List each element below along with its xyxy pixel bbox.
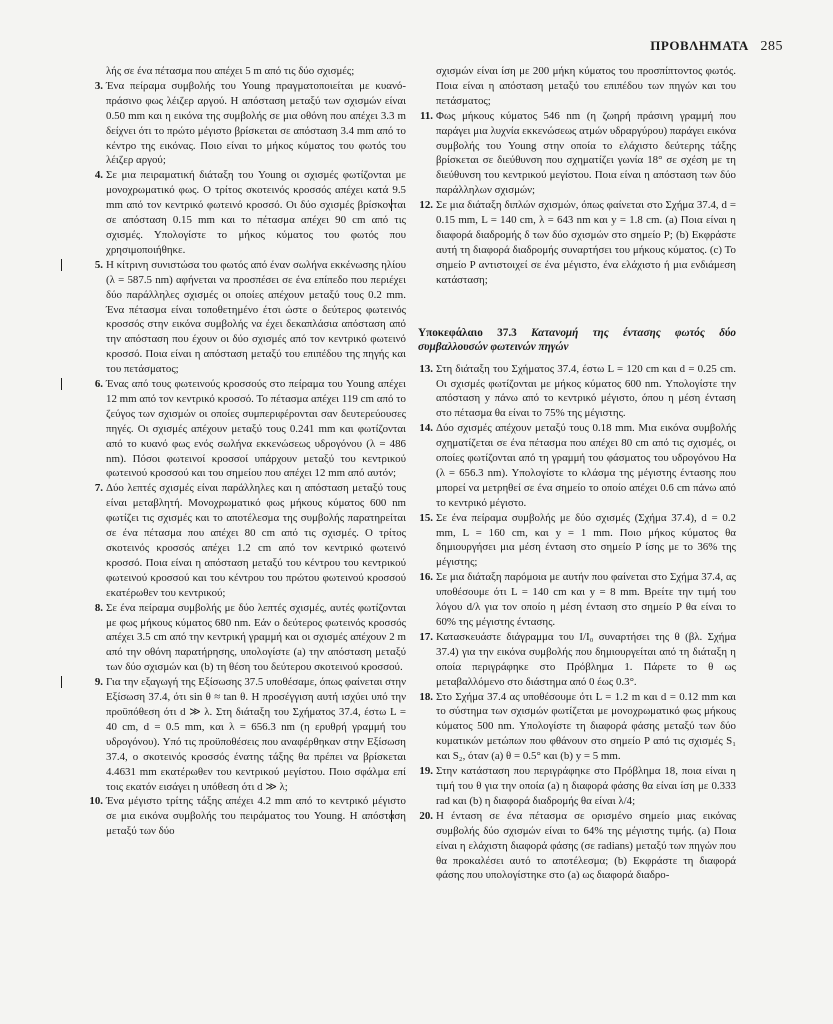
problem-number: 12. <box>419 199 433 212</box>
problem-text: Ένας από τους φωτεινούς κροσσούς στο πείραμα του Young απέχει 12 mm από τον κεντρικό κροσσό. Το πέτασμα απέχει 119 cm από το ζεύγος των σχισμών οι οποίες συμπεριφέρονται σαν δευτερεύουσες πηγές. Οι σχισμές απέχουν μεταξύ τους 0.241 mm και φωτίζονται από το κυανό φως ενός σωλήνα εκκενώσεως υδρογόνου (λ = 486 nm). Πόσοι φωτεινοί κροσσοί υπάρχουν μεταξύ του κεντρικού φωτεινού κροσσού και του σημείου που απέχει 12 mm από αυτόν; <box>106 378 406 480</box>
margin-mark <box>61 259 65 271</box>
problem-list <box>88 79 406 839</box>
problem-text: Η κίτρινη συνιστώσα του φωτός από έναν σωλήνα εκκένωσης ηλίου (λ = 587.5 nm) αφήνεται να προσπέσει σε ένα επίπεδο που περιέχει δύο παράλληλες σχισμές οι οποίες απέχουν μεταξύ τους 0.2 mm. Ένα πέτασμα είναι τοποθετημένο έτσι ώστε ο δεύτερος φωτεινός κροσσός στην εικόνα συμβολής να έχει δεκαπλάσια απόσταση από την απόσταση που έχουν οι δύο σχισμές από τον κεντρικό φωτεινό κροσσό. Ποια είναι η απόσταση μεταξύ του επιπέδου της πηγής και του πετάσματος; <box>106 258 406 376</box>
continued-text: σχισμών είναι ίση με 200 μήκη κύματος του προσπίπτοντος φωτός. Ποια είναι η απόσταση μεταξύ του επιπέδου των πηγών και του πετάσματος; <box>436 65 736 107</box>
problem-item <box>418 198 736 287</box>
problem-item <box>418 421 736 510</box>
problem-item <box>418 362 736 422</box>
problem-item <box>88 258 406 377</box>
section-heading <box>418 326 736 354</box>
problem-text: Σε ένα πείραμα συμβολής με δύο σχισμές (Σχήμα 37.4), d = 0.2 mm, L = 160 cm, και y = 1 mm. Ποιο μήκος κύματος θα δημιουργήσει μια μέση ένταση στο σημείο P ίσης με το 36% της μέγιστης; <box>436 511 736 569</box>
problem-text: Ένα μέγιστο τρίτης τάξης απέχει 4.2 mm από το κεντρικό μέγιστο σε μια εικόνα συμβολής του πειράματος του Young. Η απόσταση μεταξύ των δύο <box>106 795 406 838</box>
problem-item <box>418 690 736 765</box>
problem-item <box>88 794 406 839</box>
problem-text: Φως μήκους κύματος 546 nm (η ζωηρή πράσινη γραμμή που παράγει μια λυχνία εκκενώσεως ατμών υδραργύρου) παράγει εικόνα συμβολής του Young στην οποία το ελάχιστο δεύτερης τάξης βρίσκεται σε διεύθυνση που σχηματίζει γωνία 18° σε σχέση με τη διεύθυνση του κεντρικού μεγίστου. Ποια είναι η απόσταση των δύο παράλληλων σχισμών; <box>436 109 736 197</box>
problem-number: 18. <box>419 690 433 703</box>
running-title: ΠΡΟΒΛΗΜΑΤΑ <box>650 38 749 53</box>
problem-number: 19. <box>419 765 433 778</box>
problem-item <box>418 109 736 198</box>
problem-text: Στη διάταξη του Σχήματος 37.4, έστω L = 120 cm και d = 0.25 cm. Οι σχισμές φωτίζονται με μήκος κύματος 600 nm. Υπολογίστε την απόσταση y πάνω από το κεντρικό μέγιστο, όπου η μέση ένταση στο πέτασμα θα είναι το 75% της μέγιστης. <box>436 362 736 420</box>
problem-text: Για την εξαγωγή της Εξίσωσης 37.5 υποθέσαμε, όπως φαίνεται στην Εξίσωση 37.4, ότι sin θ ≈ tan θ. Η προσέγγιση αυτή ισχύει υπό την προϋπόθεση ότι d ≫ λ. Στη διάταξη του Σχήματος 37.4, έστω L = 40 cm, d = 0.5 mm, και λ = 656.3 nm (η ερυθρή γραμμή του υδρογόνου). Υπό τις προϋποθέσεις που αναφέρθηκαν στην Εξίσωση 37.4, ο σκοτεινός κροσσός ένατης τάξης θα πρέπει να βρίσκεται 4.4631 mm εκατέρωθεν του κεντρικού μεγίστου. Ποιο σφάλμα επί τοις εκατόν εισάγει η υπόθεση ότι d ≫ λ; <box>106 676 406 793</box>
margin-mark <box>61 676 65 688</box>
problem-item <box>418 630 736 690</box>
problem-item <box>88 675 406 794</box>
problem-text: Στην κατάσταση που περιγράφηκε στο Πρόβλημα 18, ποια είναι η τιμή του θ για την οποία (a) η διαφορά φάσης θα είναι ίση με 0.333 rad και (b) η διαφορά διαδρομής θα είναι λ/4; <box>436 765 736 807</box>
problem-text: Στο Σχήμα 37.4 ας υποθέσουμε ότι L = 1.2 m και d = 0.12 mm και το σύστημα των σχισμών φωτίζεται με μονοχρωματικό φως μήκους κύματος 500 nm. Υπολογίστε τη διαφορά φάσης μεταξύ των δύο κυματικών μετώπων που φθάνουν στο σημείο P από τις σχισμές S₁ και S₂, όταν (a) θ = 0.5° και (b) y = 5 mm. <box>436 690 736 763</box>
problem-number: 11. <box>419 109 433 122</box>
problem-item <box>418 809 736 884</box>
problem-number: 4. <box>94 169 103 182</box>
problem-number: 6. <box>94 378 103 391</box>
problem-item <box>88 481 406 600</box>
problem-list <box>418 362 736 884</box>
problem-text: Σε ένα πείραμα συμβολής με δύο λεπτές σχισμές, αυτές φωτίζονται με φως μήκους κύματος 680 nm. Εάν ο δεύτερος φωτεινός κροσσός απέχει 3.5 cm από την κεντρική γραμμή και οι σχισμές απέχουν 2 m από την οθόνη παρατήρησης, υπολογίστε (a) την απόσταση μεταξύ των δύο σχισμών και (b) τη θέση του δεύτερου σκοτεινού κροσσού. <box>106 601 406 674</box>
problem-number: 14. <box>419 422 433 435</box>
right-column <box>418 64 736 883</box>
problem-item <box>88 377 406 481</box>
left-column <box>88 64 406 839</box>
problem-number: 17. <box>419 630 433 643</box>
problem-text: Δύο λεπτές σχισμές είναι παράλληλες και η απόσταση μεταξύ τους είναι μεταβλητή. Μονοχρωματικό φως μήκους κύματος 600 nm φωτίζει τις σχισμές και το αποτέλεσμα της συμβολής παρατηρείται σε ένα πέτασμα που απέχει 80 cm από τις σχισμές. Ο τρίτος σκοτεινός κροσσός απέχει 1.2 cm από τον κεντρικό φωτεινό κροσσό. Ποια είναι η απόσταση μεταξύ του κέντρου του κεντρικού φωτεινού κροσσού και του κέντρου του πρώτου φωτεινού κροσσού εκατέρωθεν του κεντρικού; <box>106 482 406 599</box>
problem-text: Σε μια διάταξη διπλών σχισμών, όπως φαίνεται στο Σχήμα 37.4, d = 0.15 mm, L = 140 cm, λ = 643 nm και y = 1.8 cm. (a) Ποια είναι η διαφορά διαδρομής δ των δύο σχισμών στο σημείο P; (b) Εκφράστε αυτή τη διαφορά διαδρομής συναρτήσει του μήκους κύματος. (c) Το σημείο P αντιστοιχεί σε ένα μέγιστο, ένα ελάχιστο ή μια ενδιάμεση κατάσταση; <box>436 199 736 286</box>
problem-text: Κατασκευάστε διάγραμμα του I/I₀ συναρτήσει της θ (βλ. Σχήμα 37.4) για την εικόνα συμβολής που δημιουργείται από τη διάταξη η οποία περιγράφηκε στο Πρόβλημα 1. Πάρετε το θ ως μεταβαλλόμενο στο διάστημα από 0 έως 0.3°. <box>436 630 736 688</box>
problem-item <box>418 764 736 809</box>
problem-number: 20. <box>419 809 433 822</box>
problem-text: Σε μια πειραματική διάταξη του Young οι σχισμές φωτίζονται με μονοχρωματικό φως. Ο τρίτος σκοτεινός κροσσός απέχει κατά 9.5 mm από τον κεντρικό φωτεινό κροσσό. Οι δύο σχισμές βρίσκονται σε απόσταση 0.15 mm και το πέτασμα απέχει 90 cm από τις σχισμές. Υπολογίστε το μήκος κύματος του φωτός που χρησιμοποιήθηκε. <box>106 169 406 256</box>
problem-number: 10. <box>89 795 103 808</box>
problem-number: 7. <box>94 482 103 495</box>
problem-text: Δύο σχισμές απέχουν μεταξύ τους 0.18 mm. Μια εικόνα συμβολής σχηματίζεται σε ένα πέτασμα που απέχει 80 cm από τις σχισμές, οι οποίες φωτίζονται από τη γραμμή του φάσματος του υδρογόνου Hα (λ = 656.3 nm). Υπολογίστε το κλάσμα της μέγιστης έντασης που μπορεί να μετρηθεί σε ένα σημείο το οποίο απέχει 0.6 cm πάνω από το κεντρικό μέγιστο. <box>436 422 736 509</box>
problem-number: 5. <box>94 258 103 271</box>
section-label: Υποκεφάλαιο 37.3 <box>418 326 517 339</box>
page-header <box>650 38 783 55</box>
problem-number: 3. <box>94 79 103 92</box>
problem-number: 15. <box>419 511 433 524</box>
problem-number: 9. <box>94 676 103 689</box>
section-title-text: Κατανομή της έντασης φωτός δύο συμβαλλουσών φωτεινών πηγών <box>418 326 736 353</box>
problem-item <box>88 168 406 257</box>
problem-list <box>418 109 736 288</box>
problem-text: Σε μια διάταξη παρόμοια με αυτήν που φαίνεται στο Σχήμα 37.4, ας υποθέσουμε ότι L = 140 cm και y = 8 mm. Βρείτε την τιμή του λόγου d/λ για τον οποίο η μέση ένταση στο σημείο P θα είναι το 60% της μέγιστης έντασης. <box>436 571 736 628</box>
problem-item <box>418 511 736 571</box>
page-number: 285 <box>760 39 783 54</box>
problem-item <box>88 601 406 676</box>
margin-mark <box>391 199 395 211</box>
problem-number: 13. <box>419 362 433 375</box>
problem-text: Ένα πείραμα συμβολής του Young πραγματοποιείται με κυανό-πράσινο φως λέιζερ αργού. Η απόσταση μεταξύ των σχισμών είναι 0.50 mm και η εικόνα της συμβολής σε μια οθόνη που απέχει 3.3 m δείχνει ότι το πρώτο μέγιστο βρίσκεται σε απόσταση 3.4 mm από το κέντρο της εικόνας. Ποιο είναι το μήκος κύματος του φωτός του λέιζερ αργού; <box>106 79 406 167</box>
margin-mark <box>391 810 395 822</box>
problem-item <box>88 79 406 168</box>
margin-mark <box>61 378 65 390</box>
problem-item <box>418 570 736 630</box>
problem-text: Η ένταση σε ένα πέτασμα σε ορισμένο σημείο μιας εικόνας συμβολής δύο σχισμών είναι το 64% της μέγιστης τιμής. (a) Ποια είναι η ελάχιστη διαφορά φάσης (σε radians) μεταξύ των πηγών που θα προκαλέσει αυτό το αποτέλεσμα; (b) Εκφράστε τη διαφορά φάσης που υπολογίστηκε στο (a) ως διαφορά διαδρο- <box>436 809 736 882</box>
problem-number: 8. <box>94 601 103 614</box>
problem-number: 16. <box>419 571 433 584</box>
continued-text: λής σε ένα πέτασμα που απέχει 5 m από τις δύο σχισμές; <box>106 65 355 77</box>
